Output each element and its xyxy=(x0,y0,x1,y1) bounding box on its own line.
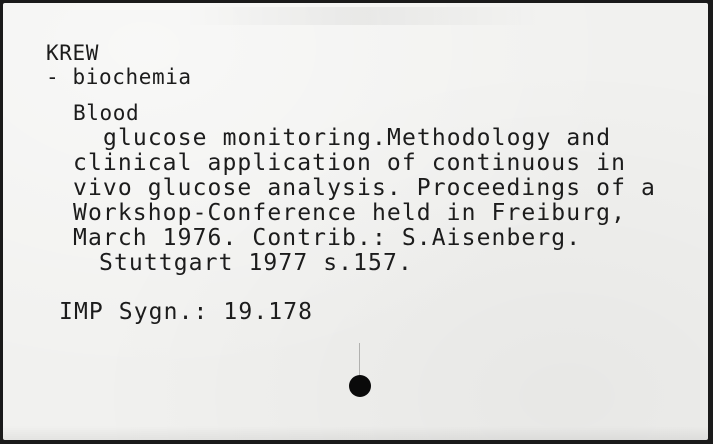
card-topic: Blood xyxy=(73,101,140,125)
card-body-line: vivo glucose analysis. Proceedings of a xyxy=(73,175,656,201)
card-body-line: Workshop-Conference held in Freiburg, xyxy=(73,200,627,226)
card-call-number: IMP Sygn.: 19.178 xyxy=(59,299,314,325)
card-subject: - biochemia xyxy=(46,65,192,89)
card-bottom-edge xyxy=(3,426,708,440)
card-body-line: March 1976. Contrib.: S.Aisenberg. xyxy=(73,225,582,251)
card-body-line: clinical application of continuous in xyxy=(73,150,627,176)
punch-guide-mark xyxy=(359,343,360,375)
catalog-card xyxy=(3,3,708,440)
punch-hole-icon xyxy=(349,375,371,397)
card-body-line: glucose monitoring.Methodology and xyxy=(103,125,612,151)
card-author: KREW xyxy=(46,41,99,65)
card-body-line: Stuttgart 1977 s.157. xyxy=(99,250,413,276)
card-smudge xyxy=(183,7,543,25)
